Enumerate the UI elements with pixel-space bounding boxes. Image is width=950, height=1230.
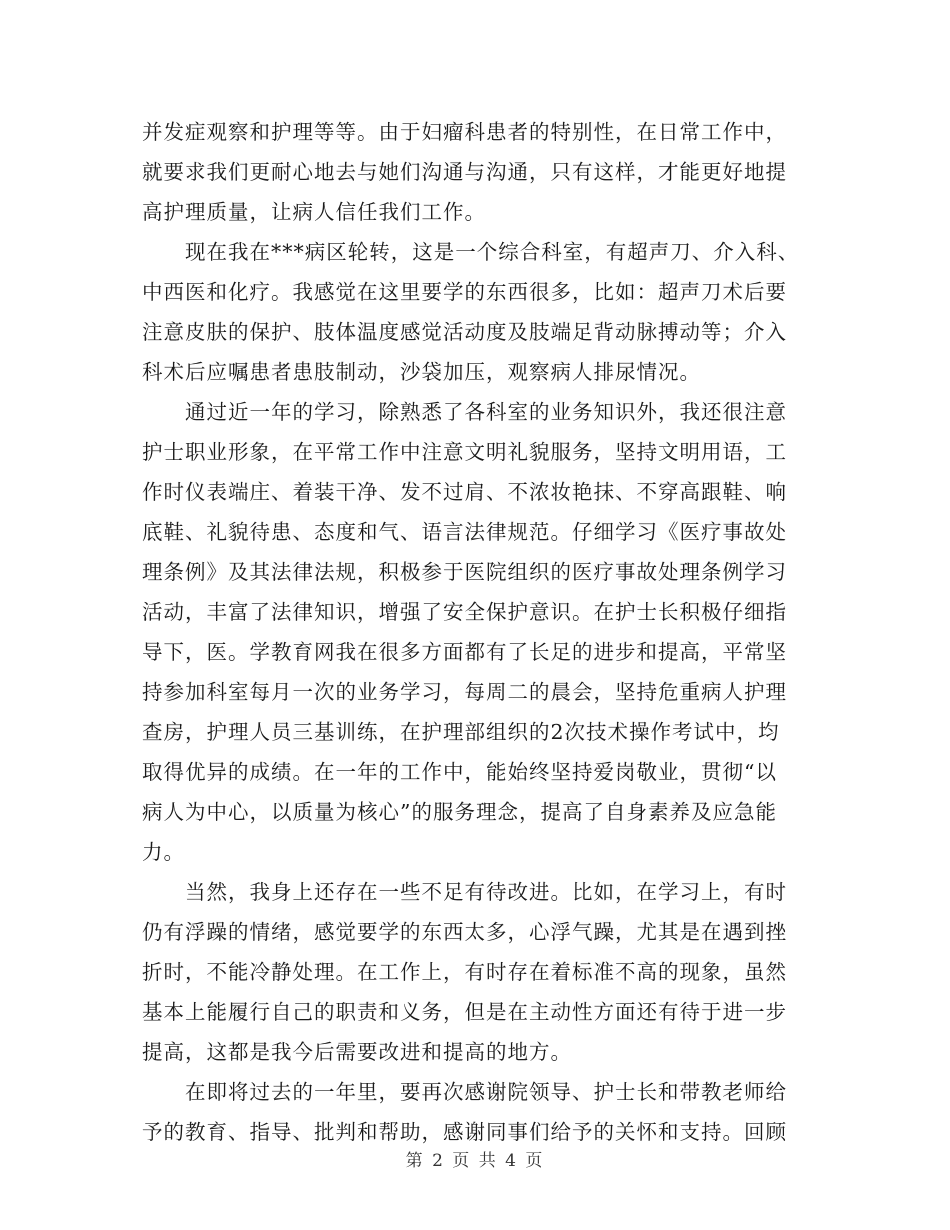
text-line: 现在我在***病区轮转，这是一个综合科室，有超声刀、介入科、	[142, 240, 800, 264]
text-line: 在即将过去的一年里，要再次感谢院领导、护士长和带教老师给	[142, 1080, 787, 1104]
text-line: 提高，这都是我今后需要改进和提高的地方。	[142, 1040, 572, 1064]
text-line: 并发症观察和护理等等。由于妇瘤科患者的特别性，在日常工作中，	[142, 120, 787, 144]
text-line: 高护理质量，让病人信任我们工作。	[142, 200, 486, 224]
paragraph-5	[142, 1072, 798, 1152]
text-line: 通过近一年的学习，除熟悉了各科室的业务知识外，我还很注意	[142, 400, 787, 424]
paragraph-3	[142, 392, 798, 872]
text-line: 注意皮肤的保护、肢体温度感觉活动度及肢端足背动脉搏动等；介入	[142, 320, 787, 344]
text-line: 导下，医。学教育网我在很多方面都有了长足的进步和提高，平常坚	[142, 640, 787, 664]
page-number-label: 第 2 页 共 4 页	[405, 1151, 545, 1171]
text-line: 查房，护理人员三基训练，在护理部组织的2次技术操作考试中，均	[142, 720, 780, 744]
document-body	[142, 112, 798, 1152]
text-line: 仍有浮躁的情绪，感觉要学的东西太多，心浮气躁，尤其是在遇到挫	[142, 920, 787, 944]
page-footer	[0, 1146, 950, 1171]
text-line: 底鞋、礼貌待患、态度和气、语言法律规范。仔细学习《医疗事故处	[142, 520, 787, 544]
text-line: 就要求我们更耐心地去与她们沟通与沟通，只有这样，才能更好地提	[142, 160, 787, 184]
text-line: 中西医和化疗。我感觉在这里要学的东西很多，比如：超声刀术后要	[142, 280, 787, 304]
text-line: 科术后应嘱患者患肢制动，沙袋加压，观察病人排尿情况。	[142, 360, 701, 384]
text-line: 折时，不能冷静处理。在工作上，有时存在着标准不高的现象，虽然	[142, 960, 787, 984]
text-line: 取得优异的成绩。在一年的工作中，能始终坚持爱岗敬业，贯彻“以	[142, 760, 777, 784]
text-line: 予的教育、指导、批判和帮助，感谢同事们给予的关怀和支持。回顾	[142, 1120, 787, 1144]
paragraph-4	[142, 872, 798, 1072]
paragraph-1	[142, 112, 798, 232]
text-line: 活动，丰富了法律知识，增强了安全保护意识。在护士长积极仔细指	[142, 600, 787, 624]
text-line: 基本上能履行自己的职责和义务，但是在主动性方面还有待于进一步	[142, 1000, 787, 1024]
text-line: 当然，我身上还存在一些不足有待改进。比如，在学习上，有时	[142, 880, 787, 904]
text-line: 作时仪表端庄、着装干净、发不过肩、不浓妆艳抹、不穿高跟鞋、响	[142, 480, 787, 504]
paragraph-2	[142, 232, 798, 392]
text-line: 持参加科室每月一次的业务学习，每周二的晨会，坚持危重病人护理	[142, 680, 787, 704]
text-line: 护士职业形象，在平常工作中注意文明礼貌服务，坚持文明用语，工	[142, 440, 787, 464]
text-line: 病人为中心，以质量为核心”的服务理念，提高了自身素养及应急能	[142, 800, 777, 824]
text-line: 力。	[142, 840, 185, 864]
text-line: 理条例》及其法律法规，积极参于医院组织的医疗事故处理条例学习	[142, 560, 787, 584]
